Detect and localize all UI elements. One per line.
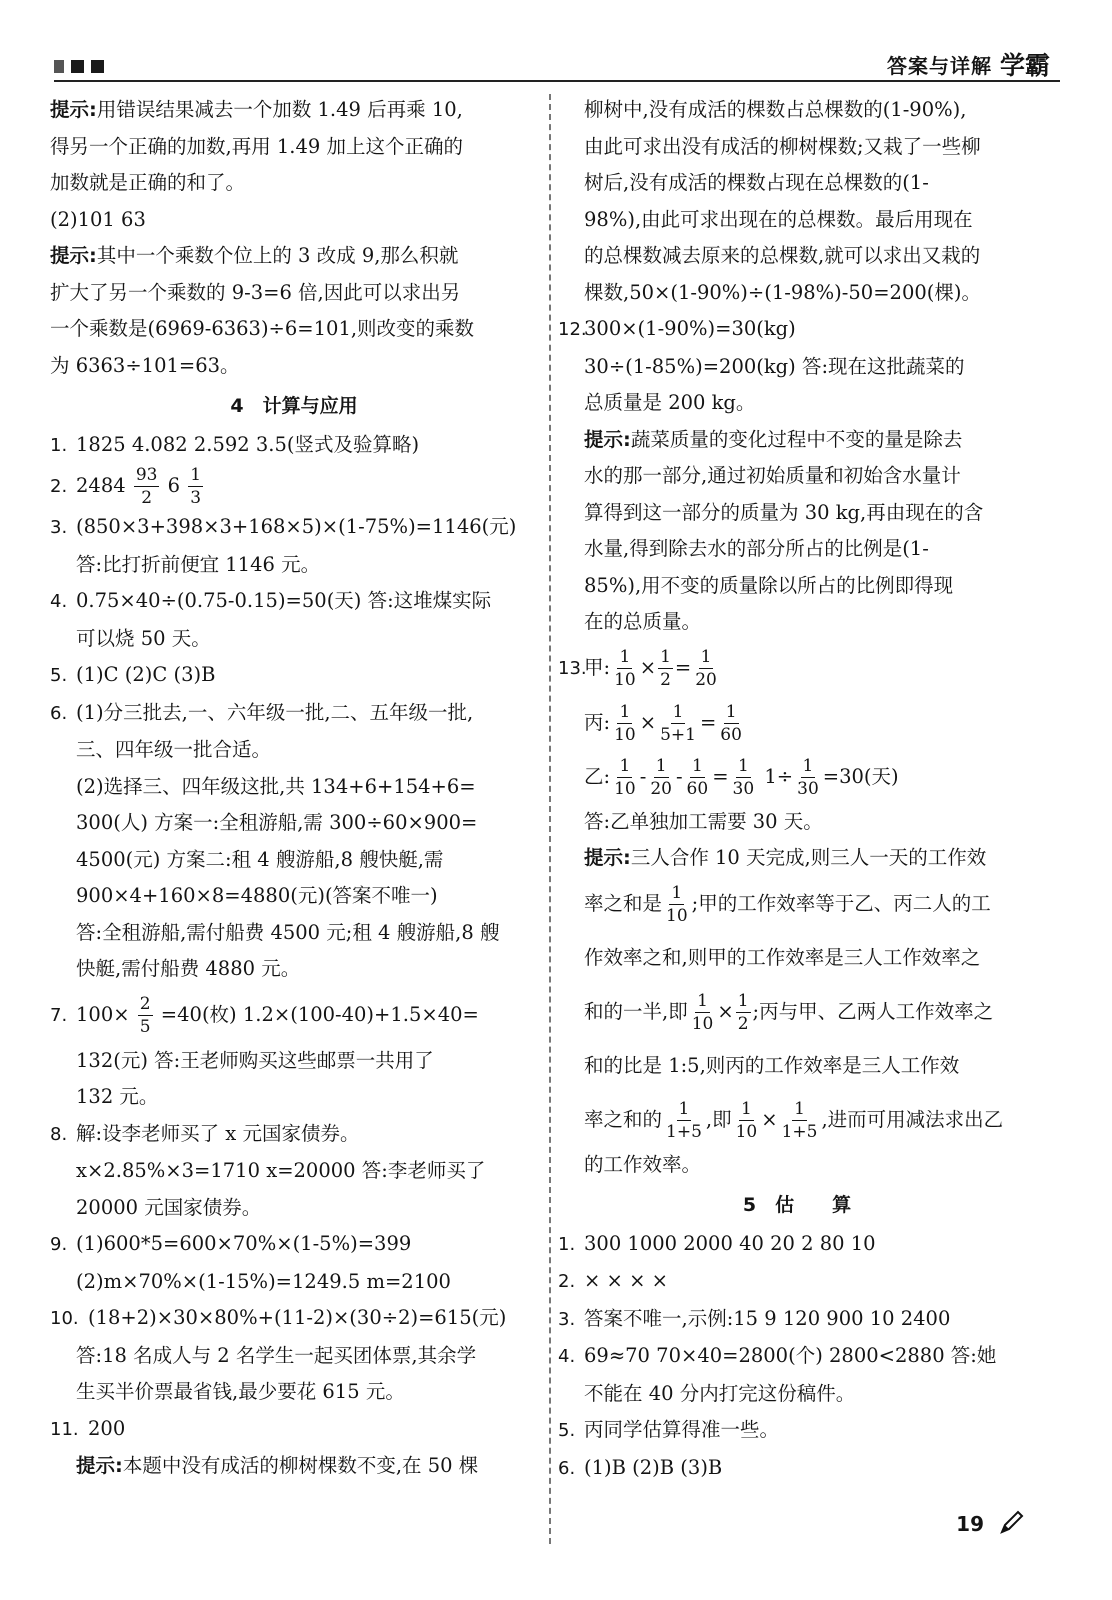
fraction	[188, 464, 203, 509]
answer-line	[50, 878, 538, 915]
answer-item	[50, 583, 538, 621]
page-number: 19	[956, 1512, 984, 1536]
text-run: 一个乘数是(6969-6363)÷6=101,则改变的乘数	[50, 317, 475, 340]
item-number: 4.	[50, 591, 68, 612]
answer-line	[558, 750, 1036, 804]
fraction-denominator: 10	[614, 724, 636, 745]
item-number: 2.	[558, 1271, 576, 1292]
text-run: =40(枚) 1.2×(100-40)+1.5×40=	[154, 1002, 479, 1026]
text-run: 可以烧 50 天。	[76, 626, 211, 650]
fraction-numerator: 1	[619, 646, 631, 667]
answer-line	[558, 985, 1036, 1039]
answer-line	[558, 696, 1036, 750]
answer-line	[50, 1043, 538, 1080]
text-run: 水量,得到除去水的部分所占的比例是(1-	[584, 537, 929, 560]
text-run: (1)分三批去,一、六年级一批,二、五年级一批,	[76, 700, 474, 724]
text-run: 答案不唯一,示例:15 9 120 900 10 2400	[584, 1306, 951, 1330]
fraction	[612, 646, 638, 691]
fraction	[731, 755, 757, 800]
item-number: 1.	[558, 1233, 576, 1255]
text-run: 总质量是 200 kg。	[584, 391, 756, 414]
answer-line	[50, 348, 538, 385]
text-run: ,进而可用减法求出乙	[821, 1107, 1004, 1131]
text-run: =30(天)	[822, 764, 899, 788]
answer-item	[558, 641, 1036, 696]
text-run: (2)选择三、四年级这批,共 134+6+154+6=	[76, 774, 476, 798]
answer-line	[558, 568, 1036, 605]
fraction	[664, 1098, 704, 1143]
answer-item	[558, 1263, 1036, 1301]
answer-line	[50, 1448, 538, 1485]
text-run: 乙:	[584, 764, 611, 788]
hint-label: 提示:	[584, 846, 631, 869]
answer-item	[558, 1226, 1036, 1264]
answer-item	[50, 1226, 538, 1264]
text-run: x×2.85%×3=1710 x=20000 答:李老师买了	[76, 1159, 486, 1182]
answer-item	[558, 1301, 1036, 1339]
text-run: ;丙与甲、乙两人工作效率之	[752, 999, 994, 1023]
answer-item	[558, 311, 1036, 349]
answer-line	[50, 842, 538, 879]
answer-item	[558, 1338, 1036, 1376]
item-number: 13.	[558, 657, 587, 679]
fraction-denominator: 60	[686, 778, 709, 799]
text-run: 0.75×40÷(0.75-0.15)=50(天) 答:这堆煤实际	[76, 589, 492, 612]
text-run: 85%),用不变的质量除以所占的比例即得现	[584, 573, 954, 597]
text-run: ;甲的工作效率等于乙、丙二人的工	[691, 891, 991, 915]
answer-item	[50, 427, 538, 465]
pencil-icon	[998, 1508, 1026, 1536]
answer-line	[50, 202, 538, 239]
text-run: 柳树中,没有成活的棵数占总棵数的(1-90%),	[584, 98, 967, 121]
answer-line	[50, 547, 538, 584]
text-run: 300×(1-90%)=30(kg)	[584, 317, 796, 340]
fraction-denominator: 2	[737, 1013, 749, 1034]
text-run: 算得到这一部分的质量为 30 kg,再由现在的含	[584, 500, 984, 524]
answer-line	[50, 1190, 538, 1227]
item-number: 3.	[558, 1308, 576, 1330]
text-run: 三人合作 10 天完成,则三人一天的工作效	[630, 846, 987, 869]
text-run: =	[699, 710, 717, 734]
answer-line	[558, 129, 1036, 166]
fraction-numerator: 93	[135, 465, 158, 485]
item-number: 5.	[50, 665, 68, 686]
answer-line	[558, 1039, 1036, 1093]
text-run: 4500(元) 方案二:租 4 艘游船,8 艘快艇,需	[76, 847, 444, 871]
answer-item	[50, 509, 538, 547]
fraction-numerator: 1	[741, 1098, 752, 1119]
fraction	[685, 755, 711, 800]
text-run: 132(元) 答:王老师购买这些邮票一共用了	[76, 1048, 434, 1072]
text-run: 69≈70 70×40=2800(个) 2800<2880 答:她	[584, 1344, 997, 1367]
text-run: ×	[639, 710, 657, 734]
fraction-denominator: 10	[614, 778, 636, 799]
item-number: 9.	[50, 1234, 68, 1255]
fraction	[795, 755, 821, 800]
fraction	[648, 755, 674, 800]
fraction-denominator: 1+5	[781, 1121, 818, 1142]
text-run: 98%),由此可求出现在的总棵数。最后用现在	[584, 207, 973, 231]
answer-line	[558, 877, 1036, 931]
fraction-numerator: 1	[737, 990, 749, 1011]
fraction-numerator: 1	[691, 755, 703, 776]
hint-label: 提示:	[584, 427, 631, 451]
text-run: ×	[717, 999, 734, 1023]
fraction-denominator: 20	[650, 778, 672, 799]
fraction-numerator: 1	[697, 990, 708, 1011]
fraction	[664, 882, 690, 927]
text-run: 率之和是	[584, 891, 663, 915]
fraction-denominator: 1+5	[666, 1121, 702, 1142]
text-run: 三、四年级一批合适。	[76, 738, 272, 761]
text-run: 6	[161, 474, 187, 497]
text-run: 棵数,50×(1-90%)÷(1-98%)-50=200(棵)。	[584, 280, 981, 304]
item-number: 12.	[558, 319, 587, 340]
text-run: 率之和的	[584, 1107, 663, 1131]
answer-item	[558, 1450, 1036, 1488]
text-run: -	[675, 764, 683, 788]
fraction-denominator: 30	[732, 778, 755, 799]
section-title: 4 计算与应用	[230, 395, 358, 417]
text-run: 和的比是 1:5,则丙的工作效率是三人工作效	[584, 1053, 960, 1077]
text-run: 200	[88, 1416, 126, 1440]
fraction-numerator: 1	[678, 1098, 690, 1119]
text-run: 100×	[76, 1002, 130, 1026]
fraction	[658, 701, 698, 746]
fraction-numerator: 1	[190, 465, 202, 485]
item-number: 1.	[50, 434, 68, 456]
text-run: × × × ×	[584, 1269, 668, 1292]
fraction-denominator: 3	[190, 488, 202, 508]
text-run: 1÷	[758, 764, 794, 788]
text-run: 树后,没有成活的棵数占现在总棵数的(1-	[584, 171, 929, 194]
fraction-denominator: 20	[695, 669, 717, 690]
answer-item	[50, 1116, 538, 1154]
text-run: 为 6363÷101=63。	[50, 353, 240, 377]
answer-line	[50, 165, 538, 202]
item-number: 10.	[50, 1308, 79, 1329]
fraction	[134, 464, 160, 509]
item-number: 8.	[50, 1123, 68, 1145]
fraction-denominator: 30	[797, 778, 819, 799]
hint-label: 提示:	[76, 1454, 123, 1477]
answer-line	[558, 531, 1036, 568]
answer-line	[50, 1374, 538, 1411]
fraction-numerator: 1	[700, 646, 712, 667]
answer-line	[50, 805, 538, 842]
text-run: 作效率之和,则甲的工作效率是三人工作效率之	[584, 945, 981, 969]
answer-line	[558, 604, 1036, 641]
text-run: 1825 4.082 2.592 3.5(竖式及验算略)	[76, 432, 420, 456]
header-marks	[54, 60, 104, 73]
fraction	[690, 990, 716, 1035]
text-run: 2484	[76, 474, 126, 497]
text-run: 的总棵数减去原来的总棵数,就可以求出又栽的	[584, 244, 981, 267]
text-run: 生买半价票最省钱,最少要花 615 元。	[76, 1380, 405, 1403]
fraction-numerator: 1	[672, 701, 684, 722]
text-run: 加数就是正确的和了。	[50, 171, 246, 194]
text-run: (18+2)×30×80%+(11-2)×(30÷2)=615(元)	[88, 1306, 507, 1329]
answer-line	[558, 1376, 1036, 1413]
answer-line	[558, 931, 1036, 985]
text-run: 132 元。	[76, 1085, 159, 1108]
answer-item	[50, 464, 538, 509]
text-run: 其中一个乘数个位上的 3 改成 9,那么积就	[96, 244, 459, 267]
text-run: 在的总质量。	[584, 610, 702, 633]
column-divider	[549, 94, 551, 1544]
item-number: 2.	[50, 476, 68, 497]
text-run: 答:比打折前便宜 1146 元。	[76, 552, 321, 576]
fraction	[736, 990, 751, 1035]
fraction	[658, 646, 673, 691]
header-rule	[54, 80, 1060, 82]
text-run: 20000 元国家债券。	[76, 1195, 262, 1219]
right-column	[558, 92, 1036, 1487]
answer-line	[50, 1153, 538, 1190]
item-number: 4.	[558, 1346, 576, 1367]
text-run: =	[712, 764, 729, 788]
item-number: 6.	[50, 702, 68, 724]
answer-line	[50, 1338, 538, 1375]
fraction-numerator: 1	[671, 882, 683, 903]
answer-item	[50, 1411, 538, 1449]
answer-line	[558, 840, 1036, 877]
fraction-numerator: 1	[660, 646, 671, 667]
answer-line	[558, 422, 1036, 459]
answer-line	[50, 92, 538, 129]
text-run: 蔬菜质量的变化过程中不变的量是除去	[630, 427, 963, 451]
fraction-denominator: 5	[139, 1016, 151, 1037]
text-run: 900×4+160×8=4880(元)(答案不唯一)	[76, 884, 438, 907]
answer-line	[558, 804, 1036, 841]
answer-line	[558, 92, 1036, 129]
text-run: 答:乙单独加工需要 30 天。	[584, 809, 823, 833]
text-run: (1)B (2)B (3)B	[584, 1455, 723, 1479]
hint-label: 提示:	[50, 98, 97, 121]
fraction	[693, 646, 719, 691]
fraction-denominator: 10	[614, 669, 636, 690]
text-run: (2)101 63	[50, 207, 146, 231]
fraction-numerator: 1	[655, 755, 667, 776]
text-run: (2)m×70%×(1-15%)=1249.5 m=2100	[76, 1269, 451, 1293]
fraction-numerator: 1	[619, 701, 631, 722]
answer-line	[50, 621, 538, 658]
item-number: 6.	[558, 1457, 576, 1479]
item-number: 5.	[558, 1420, 576, 1441]
text-run: ×	[761, 1107, 778, 1131]
answer-line	[558, 495, 1036, 532]
item-number: 3.	[50, 517, 68, 538]
fraction-denominator: 60	[720, 724, 742, 745]
text-run: 扩大了另一个乘数的 9-3=6 倍,因此可以求出另	[50, 280, 461, 304]
fraction	[612, 701, 638, 746]
item-number: 7.	[50, 1004, 68, 1026]
text-run: 的工作效率。	[584, 1152, 702, 1176]
fraction	[612, 755, 638, 800]
fraction-numerator: 2	[139, 993, 151, 1014]
text-run: 丙同学估算得准一些。	[584, 1418, 780, 1441]
text-run	[130, 1003, 136, 1026]
fraction	[718, 701, 744, 746]
text-run: ,即	[705, 1107, 732, 1131]
answer-line	[50, 769, 538, 806]
hint-label: 提示:	[50, 244, 97, 267]
fraction-denominator: 2	[141, 488, 153, 508]
item-number: 11.	[50, 1418, 79, 1440]
text-run: 解:设李老师买了 x 元国家债券。	[76, 1121, 360, 1145]
text-run: -	[639, 764, 647, 788]
answer-item	[50, 657, 538, 695]
answer-line	[558, 165, 1036, 202]
fraction-denominator: 10	[691, 1013, 714, 1034]
text-run: 丙:	[584, 710, 611, 734]
text-run: (1)C (2)C (3)B	[76, 663, 216, 686]
answer-line	[558, 202, 1036, 239]
answer-line	[50, 915, 538, 952]
fraction-denominator: 5+1	[660, 724, 696, 745]
fraction-numerator: 1	[794, 1098, 805, 1119]
fraction-numerator: 1	[802, 755, 814, 776]
text-run: 本题中没有成活的柳树棵数不变,在 50 棵	[122, 1454, 479, 1477]
header-title: 答案与详解	[887, 54, 992, 78]
text-run: 用错误结果减去一个加数 1.49 后再乘 10,	[96, 98, 463, 121]
answer-item	[50, 988, 538, 1043]
answer-line	[50, 951, 538, 988]
answer-line	[558, 1147, 1036, 1184]
answer-line	[558, 275, 1036, 312]
text-run: 和的一半,即	[584, 999, 688, 1023]
answer-item	[50, 695, 538, 733]
text-run: 得另一个正确的加数,再用 1.49 加上这个正确的	[50, 134, 464, 158]
answer-line	[50, 732, 538, 769]
left-column	[50, 92, 538, 1485]
text-run	[126, 474, 132, 497]
answer-line	[50, 129, 538, 166]
answer-line	[558, 349, 1036, 386]
text-run: 甲:	[584, 655, 611, 679]
section-title: 5 估 算	[742, 1194, 852, 1216]
fraction-denominator: 10	[735, 1121, 758, 1142]
answer-line	[50, 238, 538, 275]
fraction	[138, 993, 153, 1038]
text-run: 30÷(1-85%)=200(kg) 答:现在这批蔬菜的	[584, 354, 965, 378]
answer-item	[50, 1300, 538, 1338]
text-run: 答:18 名成人与 2 名学生一起买团体票,其余学	[76, 1343, 477, 1367]
text-run: (850×3+398×3+168×5)×(1-75%)=1146(元)	[76, 515, 517, 538]
answer-line	[558, 458, 1036, 495]
text-run: 300 1000 2000 40 20 2 80 10	[584, 1231, 876, 1255]
answer-line	[50, 1264, 538, 1301]
fraction-numerator: 1	[725, 701, 737, 722]
text-run: =	[674, 655, 692, 679]
header-brand: 学霸	[999, 51, 1050, 80]
text-run: 300(人) 方案一:全租游船,需 300÷60×900=	[76, 811, 478, 834]
answer-line	[558, 1093, 1036, 1147]
text-run: 快艇,需付船费 4880 元。	[76, 957, 301, 980]
fraction-denominator: 10	[666, 905, 688, 926]
text-run: 答:全租游船,需付船费 4500 元;租 4 艘游船,8 艘	[76, 920, 500, 944]
answer-line	[50, 311, 538, 348]
text-run: 水的那一部分,通过初始质量和初始含水量计	[584, 464, 961, 487]
answer-line	[558, 238, 1036, 275]
text-run: 由此可求出没有成活的柳树棵数;又栽了一些柳	[584, 134, 981, 158]
answer-line	[50, 1079, 538, 1116]
text-run: ×	[639, 655, 657, 679]
fraction-denominator: 2	[660, 669, 671, 690]
text-run: 不能在 40 分内打完这份稿件。	[584, 1381, 856, 1405]
answer-line	[50, 275, 538, 312]
text-run: (1)600*5=600×70%×(1-5%)=399	[76, 1232, 412, 1255]
fraction	[734, 1098, 760, 1143]
answer-line	[558, 385, 1036, 422]
answer-item	[558, 1412, 1036, 1450]
fraction-numerator: 1	[619, 755, 631, 776]
fraction-numerator: 1	[737, 755, 749, 776]
fraction	[780, 1098, 820, 1143]
